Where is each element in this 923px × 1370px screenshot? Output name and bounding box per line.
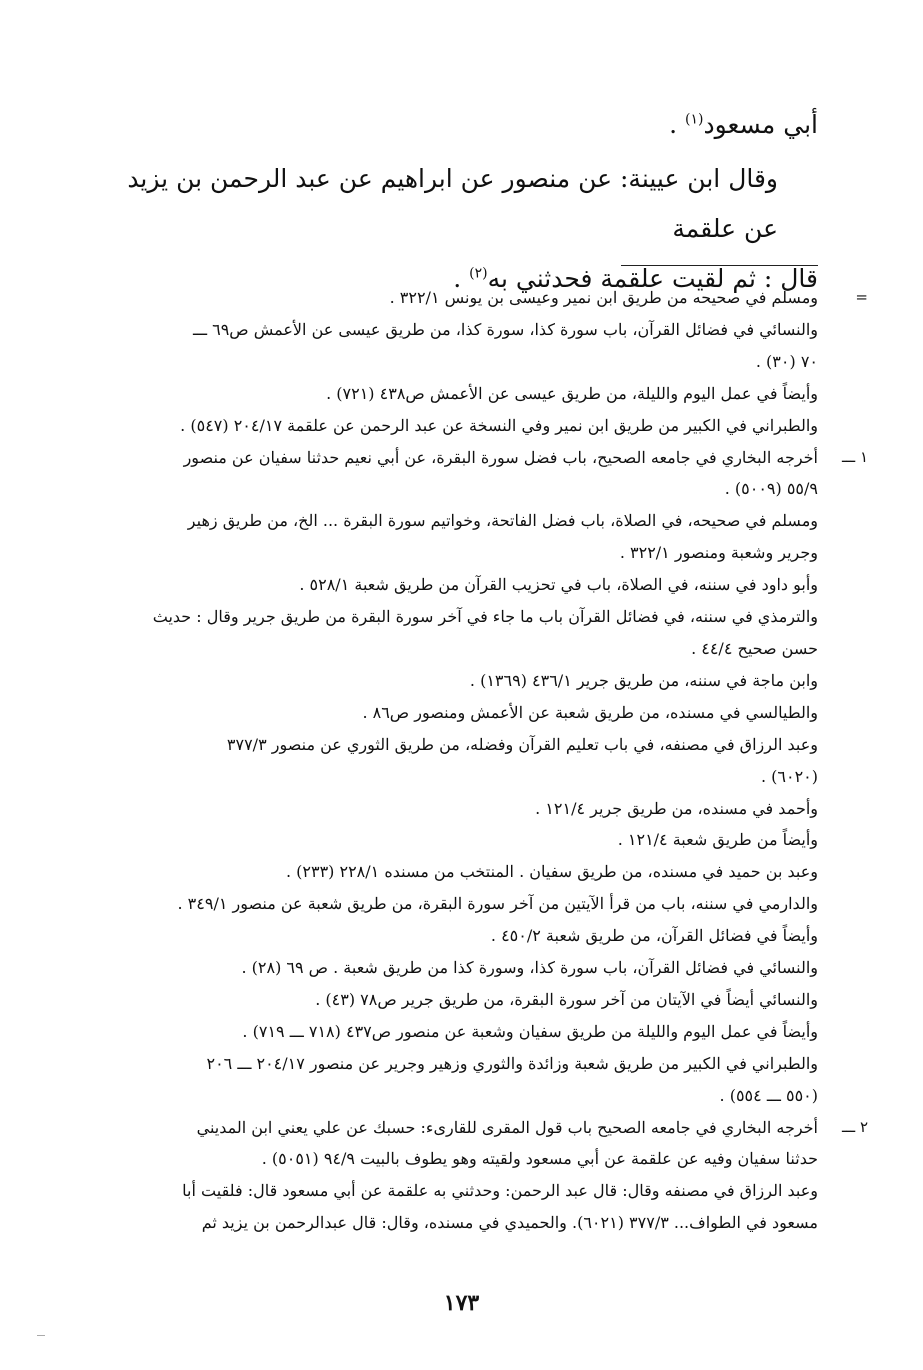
footnote-line: والطبراني في الكبير من طريق ابن نمير وفي النسخة عن عبد الرحمن عن علقمة ٢٠٤/١٧ (٥٤٧) .: [180, 415, 818, 435]
footnotes: [100, 282, 868, 1239]
footnote-line: وأيضاً في فضائل القرآن، من طريق شعبة ٤٥٠/٢ .: [490, 926, 818, 946]
footnote-line: وأحمد في مسنده، من طريق جرير ١٢١/٤ .: [535, 798, 818, 818]
page-number: ١٧٣: [443, 1290, 480, 1316]
footnote-line: (٦٠٢٠) .: [760, 766, 818, 786]
footnote-continuation: [100, 282, 868, 442]
footnote-line: (٥٥٠ ـــ ٥٥٤) .: [719, 1085, 818, 1105]
footnote-line: وأبو داود في سننه، في الصلاة، باب في تحزيب القرآن من طريق شعبة ٥٢٨/١ .: [299, 575, 818, 595]
main-text: [100, 100, 818, 304]
footnote-line: حدثنا سفيان وفيه عن علقمة عن أبي مسعود ولقيته وهو يطوف بالبيت ٩٤/٩ (٥٠٥١) .: [261, 1149, 818, 1169]
main-line-1: أبي مسعود$^{(١)}$ .: [669, 110, 818, 139]
footnote-line: وابن ماجة في سننه، من طريق جرير ٤٣٦/١ (١٣٦٩) .: [469, 670, 818, 690]
footnote-number: ١ ـــ: [841, 447, 868, 466]
footnote-line: والنسائي أيضاً في الآيتان من آخر سورة البقرة، من طريق جرير ص٧٨ (٤٣) .: [315, 989, 818, 1009]
footnote-line: وأيضاً في عمل اليوم والليلة من طريق سفيان وشعبة عن منصور ص٤٣٧ (٧١٨ ـــ ٧١٩) .: [242, 1021, 818, 1041]
footnote-line: ومسلم في صحيحه من طريق ابن نمير وعيسى بن يونس ٣٢٢/١ .: [389, 288, 818, 307]
footnote-line: ٥٥/٩ (٥٠٠٩) .: [724, 479, 818, 499]
footnote-ref-1: (١): [685, 111, 704, 128]
footnote-line: أخرجه البخاري في جامعه الصحيح، باب فضل سورة البقرة، عن أبي نعيم حدثنا سفيان عن منصور: [183, 447, 818, 467]
scan-mark: [37, 1335, 45, 1336]
footnote-line: مسعود في الطواف... ٣٧٧/٣ (٦٠٢١). والحميدي في مسنده، وقال: قال عبدالرحمن بن يزيد ثم: [201, 1213, 818, 1233]
footnote-1: [100, 442, 868, 1112]
footnote-line: ومسلم في صحيحه، في الصلاة، باب فضل الفاتحة، وخواتيم سورة البقرة ... الخ، من طريق زهير: [187, 511, 818, 531]
main-line-2: وقال ابن عيينة: عن منصور عن ابراهيم عن عبد الرحمن بن يزيد عن علقمة: [127, 164, 778, 243]
footnote-line: والترمذي في سننه، في فضائل القرآن باب ما جاء في آخر سورة البقرة من طريق جرير وقال : حديث: [152, 607, 818, 627]
footnote-line: والطبراني في الكبير من طريق شعبة وزائدة والثوري وزهير وجرير عن منصور ٢٠٤/١٧ ـــ ٢٠٦: [206, 1053, 818, 1073]
footnote-line: وعبد الرزاق في مصنفه، في باب تعليم القرآن وفضله، من طريق الثوري عن منصور ٣٧٧/٣: [226, 734, 818, 754]
footnote-separator: [621, 265, 818, 266]
footnote-line: أخرجه البخاري في جامعه الصحيح باب قول المقرى للقارىء: حسبك عن علي يعني ابن المديني: [196, 1117, 818, 1137]
footnote-line: والنسائي في فضائل القرآن، باب سورة كذا، وسورة كذا من طريق شعبة . ص ٦٩ (٢٨) .: [241, 958, 818, 978]
footnote-line: والنسائي في فضائل القرآن، باب سورة كذا، سورة كذا، من طريق عيسى عن الأعمش ص٦٩ ـــ: [192, 319, 818, 339]
footnote-ref-2: (٢): [469, 265, 488, 282]
footnote-line: والدارمي في سننه، باب من قرأ الآيتين من آخر سورة البقرة، من طريق شعبة عن منصور ٣٤٩/١ .: [177, 894, 818, 914]
footnote-line: وعبد بن حميد في مسنده، من طريق سفيان . المنتخب من مسنده ٢٢٨/١ (٢٣٣) .: [285, 862, 818, 882]
footnote-line: حسن صحيح ٤٤/٤ .: [691, 638, 818, 658]
footnote-line: وأيضاً من طريق شعبة ١٢١/٤ .: [617, 830, 818, 850]
footnote-line: وجرير وشعبة ومنصور ٣٢٢/١ .: [619, 543, 818, 563]
footnote-line: وأيضاً في عمل اليوم والليلة، من طريق عيسى عن الأعمش ص٤٣٨ (٧٢١) .: [326, 383, 818, 403]
footnote-line: والطيالسي في مسنده، من طريق شعبة عن الأعمش ومنصور ص٨٦ .: [362, 702, 818, 722]
main-line-3: قال : ثم لقيت علقمة فحدثني به$^{(٢)}$ .: [453, 264, 818, 293]
footnote-line: ٧٠ (٣٠) .: [755, 351, 818, 371]
continuation-mark: =: [855, 288, 868, 306]
footnote-number: ٢ ـــ: [841, 1117, 868, 1136]
footnote-line: وعبد الرزاق في مصنفه وقال: قال عبد الرحمن: وحدثني به علقمة عن أبي مسعود قال: فلقيت أبا: [182, 1181, 818, 1201]
footnote-2: [100, 1112, 868, 1240]
